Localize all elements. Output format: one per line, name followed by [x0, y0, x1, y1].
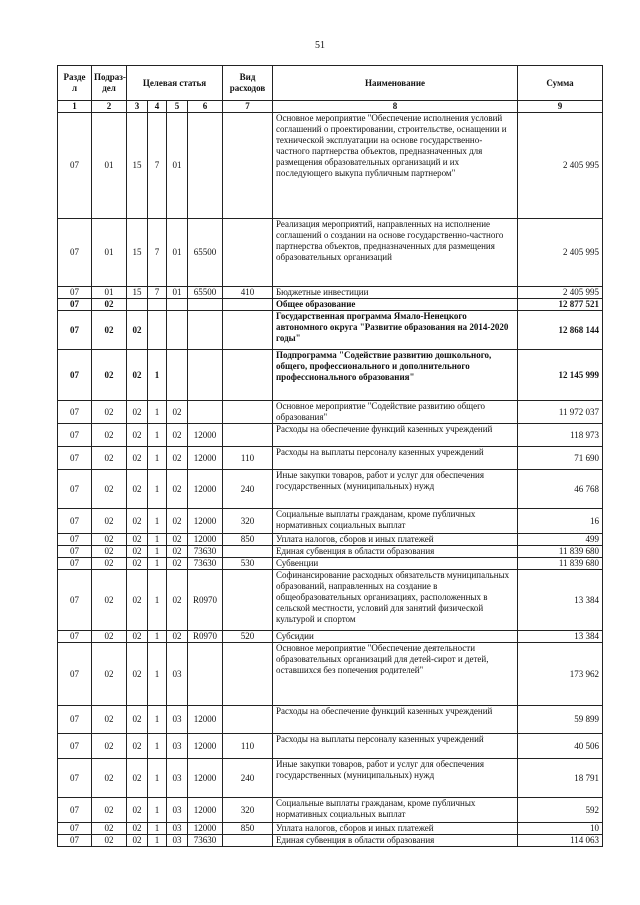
cell-vid: [223, 350, 273, 401]
cell-direction: [188, 401, 223, 424]
cell-subprogram: 1: [148, 706, 167, 734]
cell-event: 02: [167, 546, 188, 558]
cell-event: 02: [167, 447, 188, 470]
cell-subprogram: 7: [148, 287, 167, 299]
cell-subprogram: 1: [148, 558, 167, 570]
cell-program: 02: [127, 424, 148, 447]
cell-sum: 13 384: [518, 570, 603, 631]
cell-name: Расходы на обеспечение функций казенных учреждений: [273, 424, 518, 447]
cell-event: 03: [167, 706, 188, 734]
cell-name: Софинансирование расходных обязательств муниципальных образований, направленных на создание в общеобразовательных организациях, расположенных в сельской местности, условий для занятий физической культурой и спортом: [273, 570, 518, 631]
cell-direction: 12000: [188, 706, 223, 734]
column-number: 5: [167, 101, 188, 113]
table-row: [58, 835, 603, 847]
cell-name: Субсидии: [273, 631, 518, 643]
cell-razdel: 07: [58, 546, 92, 558]
cell-razdel: 07: [58, 706, 92, 734]
cell-vid: [223, 424, 273, 447]
cell-razdel: 07: [58, 401, 92, 424]
cell-direction: [188, 113, 223, 219]
cell-program: 02: [127, 546, 148, 558]
cell-podrazdel: 02: [92, 835, 127, 847]
table-row: [58, 823, 603, 835]
cell-vid: [223, 706, 273, 734]
cell-podrazdel: 02: [92, 823, 127, 835]
cell-event: 02: [167, 424, 188, 447]
cell-event: 02: [167, 401, 188, 424]
cell-program: 02: [127, 734, 148, 759]
cell-name: Подпрограмма "Содействие развитию дошкольного, общего, профессионального и дополнительного профессионального образования": [273, 350, 518, 401]
cell-name: Иные закупки товаров, работ и услуг для обеспечения государственных (муниципальных) нужд: [273, 470, 518, 509]
table-row: [58, 643, 603, 706]
table-row: [58, 113, 603, 219]
cell-subprogram: 1: [148, 424, 167, 447]
cell-podrazdel: 02: [92, 534, 127, 546]
cell-program: 02: [127, 759, 148, 798]
cell-name: Основное мероприятие "Содействие развитию общего образования": [273, 401, 518, 424]
cell-razdel: 07: [58, 558, 92, 570]
table-row: [58, 570, 603, 631]
header-podrazdel: Подраз- дел: [92, 66, 127, 101]
column-number: 3: [127, 101, 148, 113]
cell-razdel: 07: [58, 570, 92, 631]
table-row: [58, 470, 603, 509]
table-row: [58, 401, 603, 424]
cell-vid: [223, 570, 273, 631]
table-row: [58, 546, 603, 558]
table-row: [58, 759, 603, 798]
cell-program: 02: [127, 447, 148, 470]
cell-podrazdel: 02: [92, 558, 127, 570]
cell-name: Субвенции: [273, 558, 518, 570]
cell-name: Реализация мероприятий, направленных на исполнение соглашений о создании на основе государственно-частного партнерства объектов, предназначенных для размещения образовательных организаций: [273, 219, 518, 287]
cell-sum: 173 962: [518, 643, 603, 706]
cell-event: 03: [167, 643, 188, 706]
column-number: 9: [518, 101, 603, 113]
cell-vid: 240: [223, 759, 273, 798]
cell-event: [167, 350, 188, 401]
cell-podrazdel: 02: [92, 509, 127, 534]
cell-sum: 46 768: [518, 470, 603, 509]
cell-event: 02: [167, 570, 188, 631]
cell-direction: 12000: [188, 509, 223, 534]
cell-vid: 520: [223, 631, 273, 643]
cell-sum: 59 899: [518, 706, 603, 734]
cell-podrazdel: 02: [92, 401, 127, 424]
cell-razdel: 07: [58, 113, 92, 219]
cell-subprogram: 1: [148, 835, 167, 847]
cell-subprogram: [148, 311, 167, 350]
cell-sum: 2 405 995: [518, 287, 603, 299]
cell-subprogram: 1: [148, 509, 167, 534]
cell-podrazdel: 02: [92, 299, 127, 311]
cell-vid: 850: [223, 823, 273, 835]
cell-program: 15: [127, 113, 148, 219]
cell-direction: [188, 299, 223, 311]
cell-vid: [223, 546, 273, 558]
cell-event: 03: [167, 759, 188, 798]
cell-vid: [223, 311, 273, 350]
cell-sum: 12 868 144: [518, 311, 603, 350]
cell-name: Основное мероприятие "Обеспечение деятельности образовательных организаций для детей-сирот и детей, оставшихся без попечения родителей": [273, 643, 518, 706]
cell-sum: 18 791: [518, 759, 603, 798]
table-row: [58, 798, 603, 823]
cell-razdel: 07: [58, 835, 92, 847]
cell-razdel: 07: [58, 470, 92, 509]
cell-razdel: 07: [58, 299, 92, 311]
cell-sum: 2 405 995: [518, 113, 603, 219]
cell-sum: 40 506: [518, 734, 603, 759]
cell-name: Социальные выплаты гражданам, кроме публичных нормативных социальных выплат: [273, 509, 518, 534]
cell-event: 03: [167, 835, 188, 847]
table-row: [58, 558, 603, 570]
cell-direction: 12000: [188, 823, 223, 835]
cell-program: 02: [127, 401, 148, 424]
cell-sum: 10: [518, 823, 603, 835]
cell-direction: R0970: [188, 631, 223, 643]
cell-podrazdel: 02: [92, 734, 127, 759]
cell-direction: 12000: [188, 759, 223, 798]
cell-subprogram: 1: [148, 631, 167, 643]
cell-sum: 12 145 999: [518, 350, 603, 401]
cell-subprogram: [148, 299, 167, 311]
cell-event: 01: [167, 219, 188, 287]
cell-direction: 12000: [188, 734, 223, 759]
page-number: 51: [315, 40, 325, 51]
cell-sum: 16: [518, 509, 603, 534]
cell-podrazdel: 02: [92, 546, 127, 558]
cell-direction: [188, 311, 223, 350]
cell-podrazdel: 02: [92, 759, 127, 798]
table-row: [58, 424, 603, 447]
cell-razdel: 07: [58, 350, 92, 401]
cell-vid: 320: [223, 798, 273, 823]
table-row: [58, 311, 603, 350]
cell-podrazdel: 02: [92, 570, 127, 631]
cell-direction: [188, 350, 223, 401]
cell-name: Основное мероприятие "Обеспечение исполнения условий соглашений о проектировании, строительстве, оснащении и технической эксплуатации на основе государственно-частного партнерства объектов, предназначенных для размещения образовательных организаций и их последующего выкупа публичным партнером": [273, 113, 518, 219]
table-row: [58, 534, 603, 546]
cell-vid: [223, 219, 273, 287]
column-number: 4: [148, 101, 167, 113]
cell-razdel: 07: [58, 631, 92, 643]
cell-event: 03: [167, 823, 188, 835]
cell-event: 03: [167, 734, 188, 759]
column-numbers-row: [58, 101, 603, 113]
cell-name: Иные закупки товаров, работ и услуг для обеспечения государственных (муниципальных) нужд: [273, 759, 518, 798]
cell-name: Уплата налогов, сборов и иных платежей: [273, 823, 518, 835]
cell-sum: 12 877 521: [518, 299, 603, 311]
cell-subprogram: 1: [148, 570, 167, 631]
table-row: [58, 219, 603, 287]
cell-name: Расходы на выплаты персоналу казенных учреждений: [273, 734, 518, 759]
cell-podrazdel: 02: [92, 424, 127, 447]
cell-program: 02: [127, 311, 148, 350]
cell-name: Единая субвенция в области образования: [273, 546, 518, 558]
cell-subprogram: 1: [148, 734, 167, 759]
cell-event: 01: [167, 113, 188, 219]
cell-sum: 11 839 680: [518, 558, 603, 570]
cell-event: 02: [167, 558, 188, 570]
cell-name: Общее образование: [273, 299, 518, 311]
cell-vid: 410: [223, 287, 273, 299]
cell-direction: 65500: [188, 287, 223, 299]
cell-event: 01: [167, 287, 188, 299]
cell-subprogram: 7: [148, 219, 167, 287]
table-row: [58, 734, 603, 759]
cell-name: Единая субвенция в области образования: [273, 835, 518, 847]
column-number: 2: [92, 101, 127, 113]
cell-program: 02: [127, 534, 148, 546]
cell-podrazdel: 02: [92, 470, 127, 509]
cell-razdel: 07: [58, 424, 92, 447]
cell-vid: 110: [223, 447, 273, 470]
cell-podrazdel: 02: [92, 311, 127, 350]
cell-direction: 12000: [188, 534, 223, 546]
header-razdel: Разде л: [58, 66, 92, 101]
table-row: [58, 350, 603, 401]
cell-razdel: 07: [58, 509, 92, 534]
cell-vid: [223, 835, 273, 847]
cell-subprogram: 1: [148, 447, 167, 470]
cell-podrazdel: 02: [92, 643, 127, 706]
cell-subprogram: 1: [148, 643, 167, 706]
cell-vid: [223, 643, 273, 706]
cell-direction: 12000: [188, 470, 223, 509]
cell-sum: 499: [518, 534, 603, 546]
cell-podrazdel: 02: [92, 350, 127, 401]
cell-vid: 530: [223, 558, 273, 570]
header-target: Целевая статья: [127, 66, 223, 101]
table-row: [58, 447, 603, 470]
cell-subprogram: 1: [148, 470, 167, 509]
header-sum: Сумма: [518, 66, 603, 101]
cell-sum: 13 384: [518, 631, 603, 643]
cell-subprogram: 1: [148, 401, 167, 424]
cell-program: [127, 299, 148, 311]
cell-name: Уплата налогов, сборов и иных платежей: [273, 534, 518, 546]
cell-sum: 592: [518, 798, 603, 823]
cell-program: 02: [127, 558, 148, 570]
cell-event: 02: [167, 631, 188, 643]
cell-podrazdel: 02: [92, 706, 127, 734]
cell-podrazdel: 02: [92, 447, 127, 470]
cell-name: Социальные выплаты гражданам, кроме публичных нормативных социальных выплат: [273, 798, 518, 823]
cell-razdel: 07: [58, 287, 92, 299]
cell-vid: 850: [223, 534, 273, 546]
cell-podrazdel: 02: [92, 798, 127, 823]
cell-razdel: 07: [58, 447, 92, 470]
cell-subprogram: 1: [148, 534, 167, 546]
cell-razdel: 07: [58, 798, 92, 823]
cell-program: 02: [127, 643, 148, 706]
cell-event: 03: [167, 798, 188, 823]
cell-program: 02: [127, 350, 148, 401]
cell-sum: 2 405 995: [518, 219, 603, 287]
cell-podrazdel: 01: [92, 113, 127, 219]
cell-subprogram: 1: [148, 798, 167, 823]
cell-direction: 73630: [188, 558, 223, 570]
cell-sum: 114 063: [518, 835, 603, 847]
cell-direction: 65500: [188, 219, 223, 287]
cell-sum: 71 690: [518, 447, 603, 470]
table-row: [58, 631, 603, 643]
cell-razdel: 07: [58, 219, 92, 287]
cell-subprogram: 1: [148, 546, 167, 558]
cell-direction: 73630: [188, 546, 223, 558]
cell-program: 02: [127, 509, 148, 534]
cell-podrazdel: 02: [92, 631, 127, 643]
cell-subprogram: 7: [148, 113, 167, 219]
cell-event: [167, 299, 188, 311]
table-row: [58, 287, 603, 299]
cell-razdel: 07: [58, 643, 92, 706]
header-name: Наименование: [273, 66, 518, 101]
cell-program: 02: [127, 706, 148, 734]
column-number: 8: [273, 101, 518, 113]
cell-sum: 118 973: [518, 424, 603, 447]
cell-vid: [223, 401, 273, 424]
header-vid: Вид расходов: [223, 66, 273, 101]
cell-vid: 240: [223, 470, 273, 509]
cell-vid: 320: [223, 509, 273, 534]
cell-event: 02: [167, 470, 188, 509]
cell-program: 02: [127, 470, 148, 509]
cell-event: 02: [167, 534, 188, 546]
cell-razdel: 07: [58, 534, 92, 546]
table-row: [58, 299, 603, 311]
cell-name: Государственная программа Ямало-Ненецкого автономного округа "Развитие образования на 2014-2020 годы": [273, 311, 518, 350]
cell-program: 02: [127, 631, 148, 643]
cell-program: 02: [127, 570, 148, 631]
table-row: [58, 509, 603, 534]
cell-direction: 73630: [188, 835, 223, 847]
cell-podrazdel: 01: [92, 219, 127, 287]
cell-event: 02: [167, 509, 188, 534]
cell-razdel: 07: [58, 734, 92, 759]
table-header-row: [58, 66, 603, 101]
column-number: 1: [58, 101, 92, 113]
cell-razdel: 07: [58, 311, 92, 350]
cell-direction: 12000: [188, 424, 223, 447]
cell-name: Расходы на обеспечение функций казенных учреждений: [273, 706, 518, 734]
cell-program: 15: [127, 219, 148, 287]
cell-razdel: 07: [58, 759, 92, 798]
cell-program: 02: [127, 798, 148, 823]
table-row: [58, 706, 603, 734]
cell-event: [167, 311, 188, 350]
cell-program: 15: [127, 287, 148, 299]
cell-subprogram: 1: [148, 350, 167, 401]
column-number: 6: [188, 101, 223, 113]
cell-direction: 12000: [188, 798, 223, 823]
cell-program: 02: [127, 823, 148, 835]
cell-subprogram: 1: [148, 759, 167, 798]
cell-subprogram: 1: [148, 823, 167, 835]
cell-razdel: 07: [58, 823, 92, 835]
cell-direction: [188, 643, 223, 706]
cell-vid: 110: [223, 734, 273, 759]
cell-name: Бюджетные инвестиции: [273, 287, 518, 299]
cell-program: 02: [127, 835, 148, 847]
column-number: 7: [223, 101, 273, 113]
cell-sum: 11 839 680: [518, 546, 603, 558]
cell-vid: [223, 299, 273, 311]
cell-vid: [223, 113, 273, 219]
cell-podrazdel: 01: [92, 287, 127, 299]
cell-direction: 12000: [188, 447, 223, 470]
budget-table: [57, 65, 603, 847]
cell-name: Расходы на выплаты персоналу казенных учреждений: [273, 447, 518, 470]
cell-sum: 11 972 037: [518, 401, 603, 424]
cell-direction: R0970: [188, 570, 223, 631]
